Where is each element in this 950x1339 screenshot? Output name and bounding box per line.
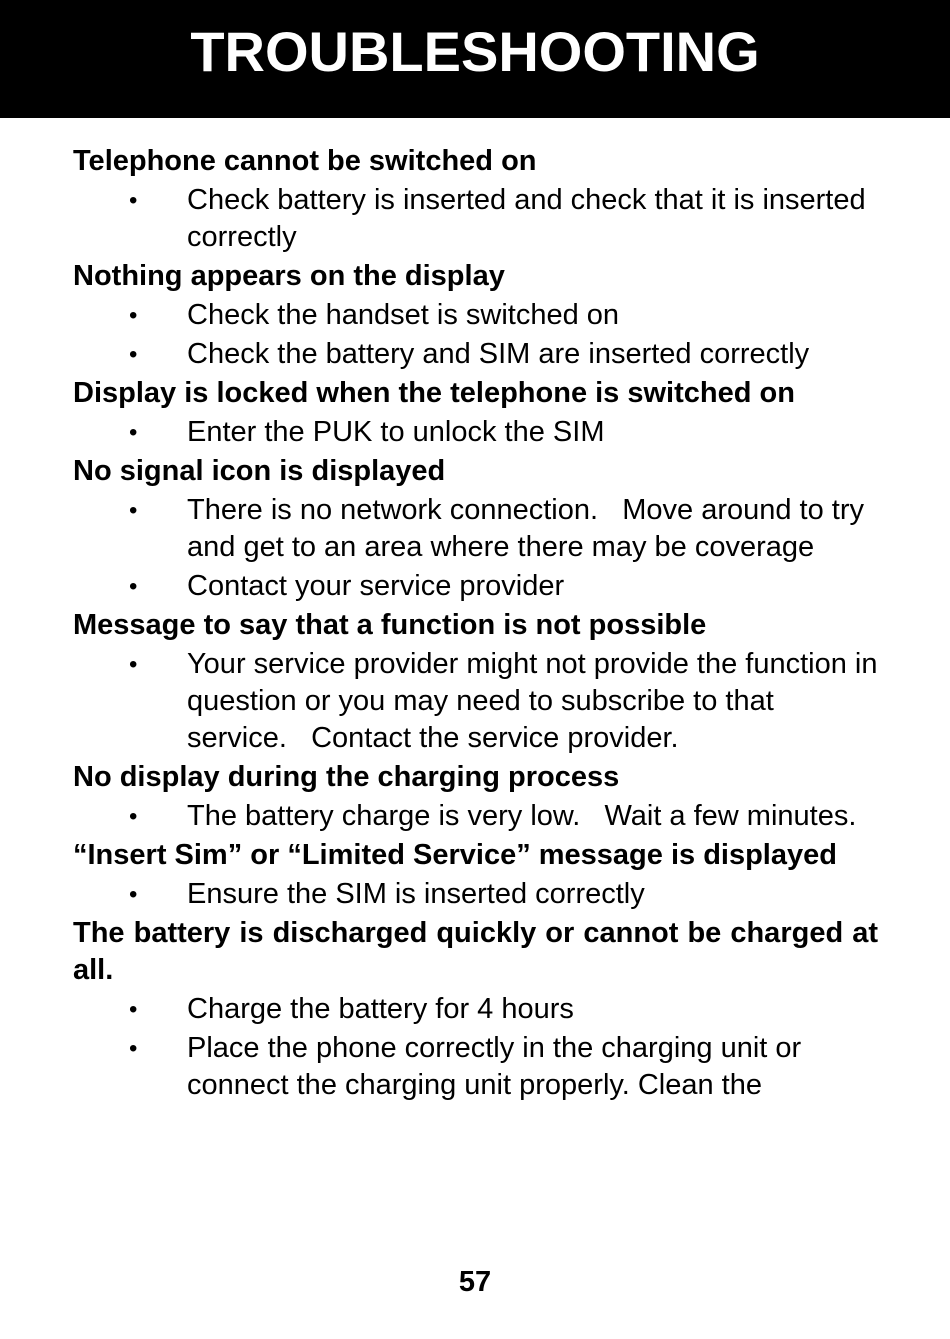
list-item <box>73 492 878 566</box>
section-heading: Telephone cannot be switched on <box>73 145 537 177</box>
bullet-icon: • <box>129 341 138 368</box>
section-heading: Nothing appears on the display <box>73 260 505 292</box>
list-item <box>73 182 878 256</box>
bullet-icon: • <box>129 803 138 830</box>
section-heading: The battery is discharged quickly or cannot be charged at all. <box>73 917 878 986</box>
list-item <box>73 798 878 835</box>
list-item-text: The battery charge is very low. Wait a few minutes. <box>187 800 857 832</box>
list-item-text: Place the phone correctly in the charging unit or connect the charging unit properly. Clean the <box>187 1032 802 1101</box>
section-telephone-cannot-switch-on <box>73 143 878 256</box>
bullet-icon: • <box>129 1035 138 1062</box>
bullet-list <box>73 991 878 1104</box>
list-item <box>73 414 878 451</box>
list-item-text: Enter the PUK to unlock the SIM <box>187 416 605 448</box>
section-no-display-charging <box>73 759 878 835</box>
list-item <box>73 646 886 757</box>
list-item-text: Check the battery and SIM are inserted correctly <box>187 338 810 370</box>
section-heading: No display during the charging process <box>73 761 620 793</box>
bullet-list <box>73 646 886 757</box>
list-item-text: Check the handset is switched on <box>187 299 620 331</box>
list-item-text: Ensure the SIM is inserted correctly <box>187 878 645 910</box>
section-battery-discharged <box>73 915 878 1104</box>
bullet-list <box>73 876 878 913</box>
bullet-icon: • <box>129 187 138 214</box>
list-item-text: Charge the battery for 4 hours <box>187 993 574 1025</box>
list-item-text: There is no network connection. Move around to try and get to an area where there may be coverage <box>187 494 873 563</box>
header-bar <box>0 0 950 118</box>
section-heading: “Insert Sim” or “Limited Service” message is displayed <box>73 839 837 871</box>
bullet-icon: • <box>129 996 138 1023</box>
list-item <box>73 876 878 913</box>
list-item <box>73 991 878 1028</box>
bullet-list <box>73 798 878 835</box>
bullet-icon: • <box>129 573 138 600</box>
section-no-signal-icon <box>73 453 878 605</box>
section-nothing-on-display <box>73 258 878 373</box>
section-function-not-possible <box>73 607 886 757</box>
bullet-icon: • <box>129 419 138 446</box>
page-title: TROUBLESHOOTING <box>190 20 760 83</box>
list-item <box>73 297 878 334</box>
page-number: 57 <box>458 1266 492 1298</box>
bullet-list <box>73 414 878 451</box>
list-item <box>73 1030 878 1104</box>
section-heading: Display is locked when the telephone is switched on <box>73 377 795 409</box>
list-item-text: Check battery is inserted and check that it is inserted correctly <box>187 184 866 253</box>
list-item <box>73 568 878 605</box>
list-item-text: Contact your service provider <box>187 570 565 602</box>
section-display-locked <box>73 375 878 451</box>
bullet-list <box>73 182 878 256</box>
bullet-list <box>73 297 878 373</box>
section-insert-sim-message <box>73 837 878 913</box>
bullet-icon: • <box>129 881 138 908</box>
bullet-icon: • <box>129 302 138 329</box>
bullet-icon: • <box>129 497 138 524</box>
section-heading: No signal icon is displayed <box>73 455 446 487</box>
bullet-list <box>73 492 878 605</box>
troubleshooting-content <box>73 143 886 1106</box>
bullet-icon: • <box>129 651 138 678</box>
section-heading: Message to say that a function is not possible <box>73 609 707 641</box>
list-item <box>73 336 878 373</box>
list-item-text: Your service provider might not provide the function in question or you may need to subscribe to that service. Contact the service provider. <box>187 648 886 754</box>
